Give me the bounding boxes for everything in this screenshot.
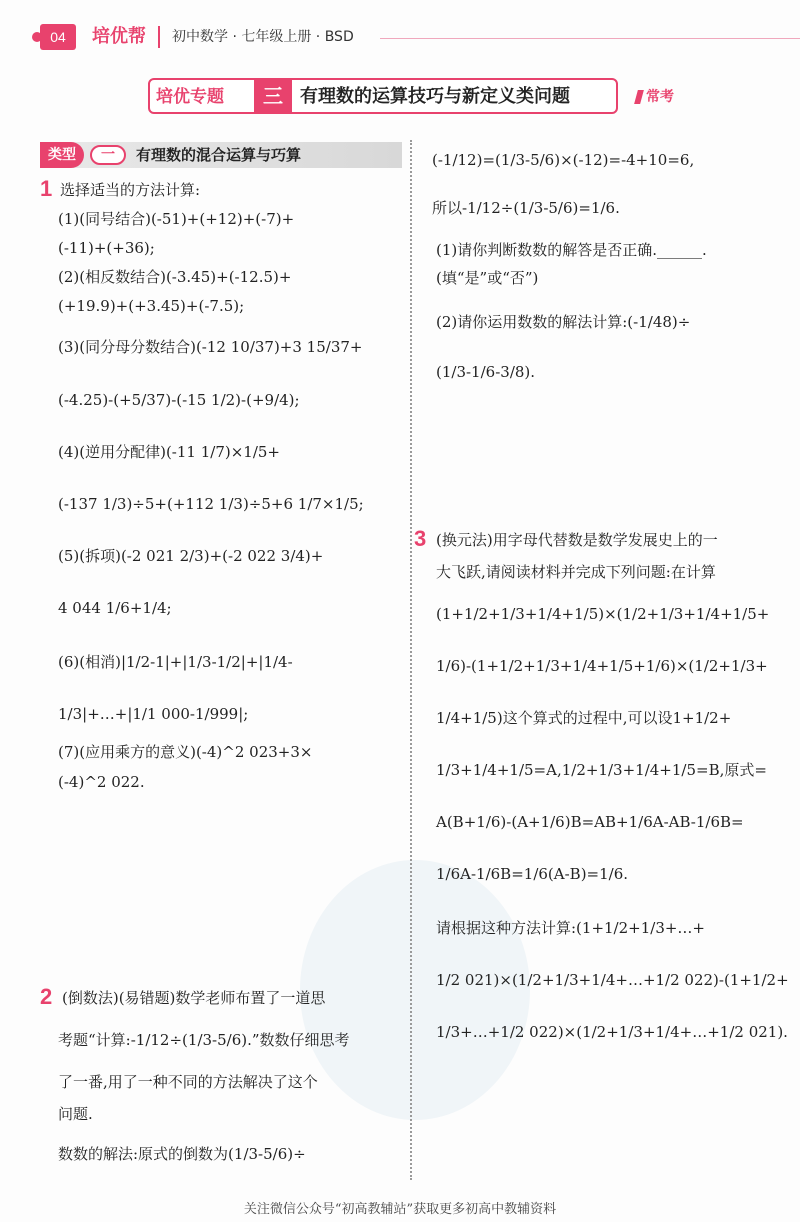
book-info: 初中数学 · 七年级上册 · BSD [172, 29, 354, 45]
q1-line: (2)(相反数结合)(-3.45)+(-12.5)+ [58, 268, 292, 286]
q2-continued-line: (2)请你运用数数的解法计算:(-1/48)÷ [436, 313, 691, 331]
q2-line: 问题. [58, 1105, 93, 1123]
q2-line: 考题“计算:-1/12÷(1/3-5/6).”数数仔细思考 [58, 1031, 350, 1049]
category-number: 一 [90, 145, 126, 165]
q2-continued-line: 所以-1/12÷(1/3-5/6)=1/6. [432, 199, 620, 217]
q3-line: 大飞跃,请阅读材料并完成下列问题:在计算 [436, 563, 716, 581]
badge-text: 常考 [646, 89, 674, 105]
header-rule [380, 38, 800, 39]
q1-line: (+19.9)+(+3.45)+(-7.5); [58, 297, 245, 315]
q2-continued-line: (1)请你判断数数的解答是否正确.______. [436, 241, 707, 259]
q2-continued-line: (填“是”或“否”) [436, 269, 539, 287]
q2-continued-line: (-1/12)=(1/3-5/6)×(-12)=-4+10=6, [432, 151, 695, 169]
q3-line: 1/2 021)×(1/2+1/3+1/4+…+1/2 022)-(1+1/2+ [436, 971, 789, 989]
q1-line: (1)(同号结合)(-51)+(+12)+(-7)+ [58, 210, 295, 228]
q1-line: (-4)^2 022. [58, 773, 145, 791]
q3-line: 1/6A-1/6B=1/6(A-B)=1/6. [436, 865, 629, 883]
brand-name: 培优帮 [92, 26, 146, 47]
category-bar [40, 142, 402, 168]
q3-line: (1+1/2+1/3+1/4+1/5)×(1/2+1/3+1/4+1/5+ [436, 605, 770, 623]
q1-line: 选择适当的方法计算: [60, 181, 201, 199]
q3-line: 1/3+1/4+1/5=A,1/2+1/3+1/4+1/5=B,原式= [436, 761, 767, 779]
q2-line: 数数的解法:原式的倒数为(1/3-5/6)÷ [58, 1145, 306, 1163]
q1-line: (-137 1/3)÷5+(+112 1/3)÷5+6 1/7×1/5; [58, 495, 364, 513]
q1-line: (-11)+(+36); [58, 239, 155, 257]
q1-line: 4 044 1/6+1/4; [58, 599, 172, 617]
q1-line: (5)(拆项)(-2 021 2/3)+(-2 022 3/4)+ [58, 547, 324, 565]
category-title: 有理数的混合运算与巧算 [136, 146, 302, 164]
q3-line: 1/3+…+1/2 022)×(1/2+1/3+1/4+…+1/2 021). [436, 1023, 788, 1041]
column-divider [410, 140, 412, 1180]
topic-banner [148, 78, 618, 114]
category-label: 类型 [40, 142, 84, 168]
q3-line: (换元法)用字母代替数是数学发展史上的一 [436, 531, 718, 549]
banner-label: 培优专题 [156, 87, 224, 107]
q3-line: A(B+1/6)-(A+1/6)B=AB+1/6A-AB-1/6B= [436, 813, 744, 831]
q3-line: 请根据这种方法计算:(1+1/2+1/3+…+ [436, 919, 706, 937]
q1-line: (6)(相消)|1/2-1|+|1/3-1/2|+|1/4- [58, 653, 293, 671]
footer-note: 关注微信公众号“初高教辅站”获取更多初高中教辅资料 [243, 1202, 557, 1217]
q1-line: (7)(应用乘方的意义)(-4)^2 023+3× [58, 743, 313, 761]
question-number-1: 1 [40, 176, 53, 201]
question-number-2: 2 [40, 984, 53, 1009]
badge-mark-icon [634, 90, 644, 104]
q1-line: (-4.25)-(+5/37)-(-15 1/2)-(+9/4); [58, 391, 300, 409]
q2-continued-line: (1/3-1/6-3/8). [436, 363, 536, 381]
q3-line: 1/4+1/5)这个算式的过程中,可以设1+1/2+ [436, 709, 732, 727]
question-number-3: 3 [414, 526, 427, 551]
frequency-badge [636, 86, 674, 106]
page-header [0, 18, 800, 54]
watermark-logo [300, 860, 530, 1120]
q1-line: (4)(逆用分配律)(-11 1/7)×1/5+ [58, 443, 280, 461]
banner-title: 有理数的运算技巧与新定义类问题 [300, 86, 570, 107]
q3-line: 1/6)-(1+1/2+1/3+1/4+1/5+1/6)×(1/2+1/3+ [436, 657, 768, 675]
q1-line: (3)(同分母分数结合)(-12 10/37)+3 15/37+ [58, 338, 363, 356]
page-number: 04 [40, 24, 76, 50]
q2-line: (倒数法)(易错题)数学老师布置了一道思 [62, 989, 326, 1007]
q1-line: 1/3|+…+|1/1 000-1/999|; [58, 705, 249, 723]
banner-number: 三 [254, 78, 292, 114]
header-separator [158, 26, 160, 48]
q2-line: 了一番,用了一种不同的方法解决了这个 [58, 1073, 318, 1091]
